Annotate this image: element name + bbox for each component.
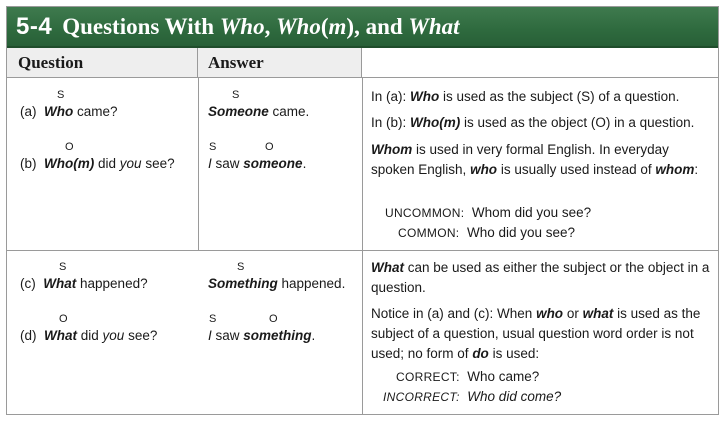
explanation-whom-paragraph: Whom is used in very formal English. In everyday spoken English, who is usually used instead of whom:	[371, 142, 699, 177]
uncommon-example: UNCOMMON: Whom did you see?	[385, 205, 592, 220]
common-example: COMMON: Who did you see?	[398, 225, 576, 240]
object-label: O	[265, 141, 274, 153]
object-label: O	[65, 141, 74, 153]
subject-label: S	[237, 261, 245, 273]
example-answer-d: I saw something.	[208, 328, 316, 343]
subject-label: S	[209, 313, 217, 325]
object-label: O	[269, 313, 278, 325]
explanation-what-paragraph: What can be used as either the subject or the object in a question.	[371, 260, 710, 295]
example-answer-a: Someone came.	[208, 104, 310, 119]
chart-title-bar	[7, 7, 718, 48]
example-answer-c: Something happened.	[208, 276, 346, 291]
subject-label: S	[232, 89, 240, 101]
explanation-line-b: In (b): Who(m) is used as the object (O) in a question.	[371, 115, 695, 130]
example-question-b: (b) Who(m) did you see?	[20, 156, 175, 171]
answer-column-header: Answer	[198, 48, 362, 78]
example-question-c: (c) What happened?	[20, 276, 148, 291]
example-question-d: (d) What did you see?	[20, 328, 158, 343]
chart-title: Questions With Who, Who(m), and What	[62, 13, 460, 39]
grammar-chart	[6, 6, 719, 415]
section-divider	[7, 250, 718, 251]
subject-label: S	[209, 141, 217, 153]
example-question-a: (a) Who came?	[20, 104, 118, 119]
explanation-column-header	[362, 48, 718, 78]
column-divider	[198, 78, 199, 250]
correct-example: CORRECT: Who came?	[396, 369, 540, 384]
subject-label: S	[59, 261, 67, 273]
question-column-header: Question	[7, 48, 198, 78]
incorrect-example: INCORRECT: Who did come?	[383, 389, 562, 404]
subject-label: S	[57, 89, 65, 101]
column-divider	[362, 78, 363, 415]
explanation-line-a: In (a): Who is used as the subject (S) of a question.	[371, 89, 680, 104]
object-label: O	[59, 313, 68, 325]
chart-number: 5-4	[16, 12, 53, 40]
explanation-word-order-paragraph: Notice in (a) and (c): When who or what is used as the subject of a question, usual question word order is not used; no form of do is used:	[371, 306, 701, 361]
example-answer-b: I saw someone.	[208, 156, 307, 171]
